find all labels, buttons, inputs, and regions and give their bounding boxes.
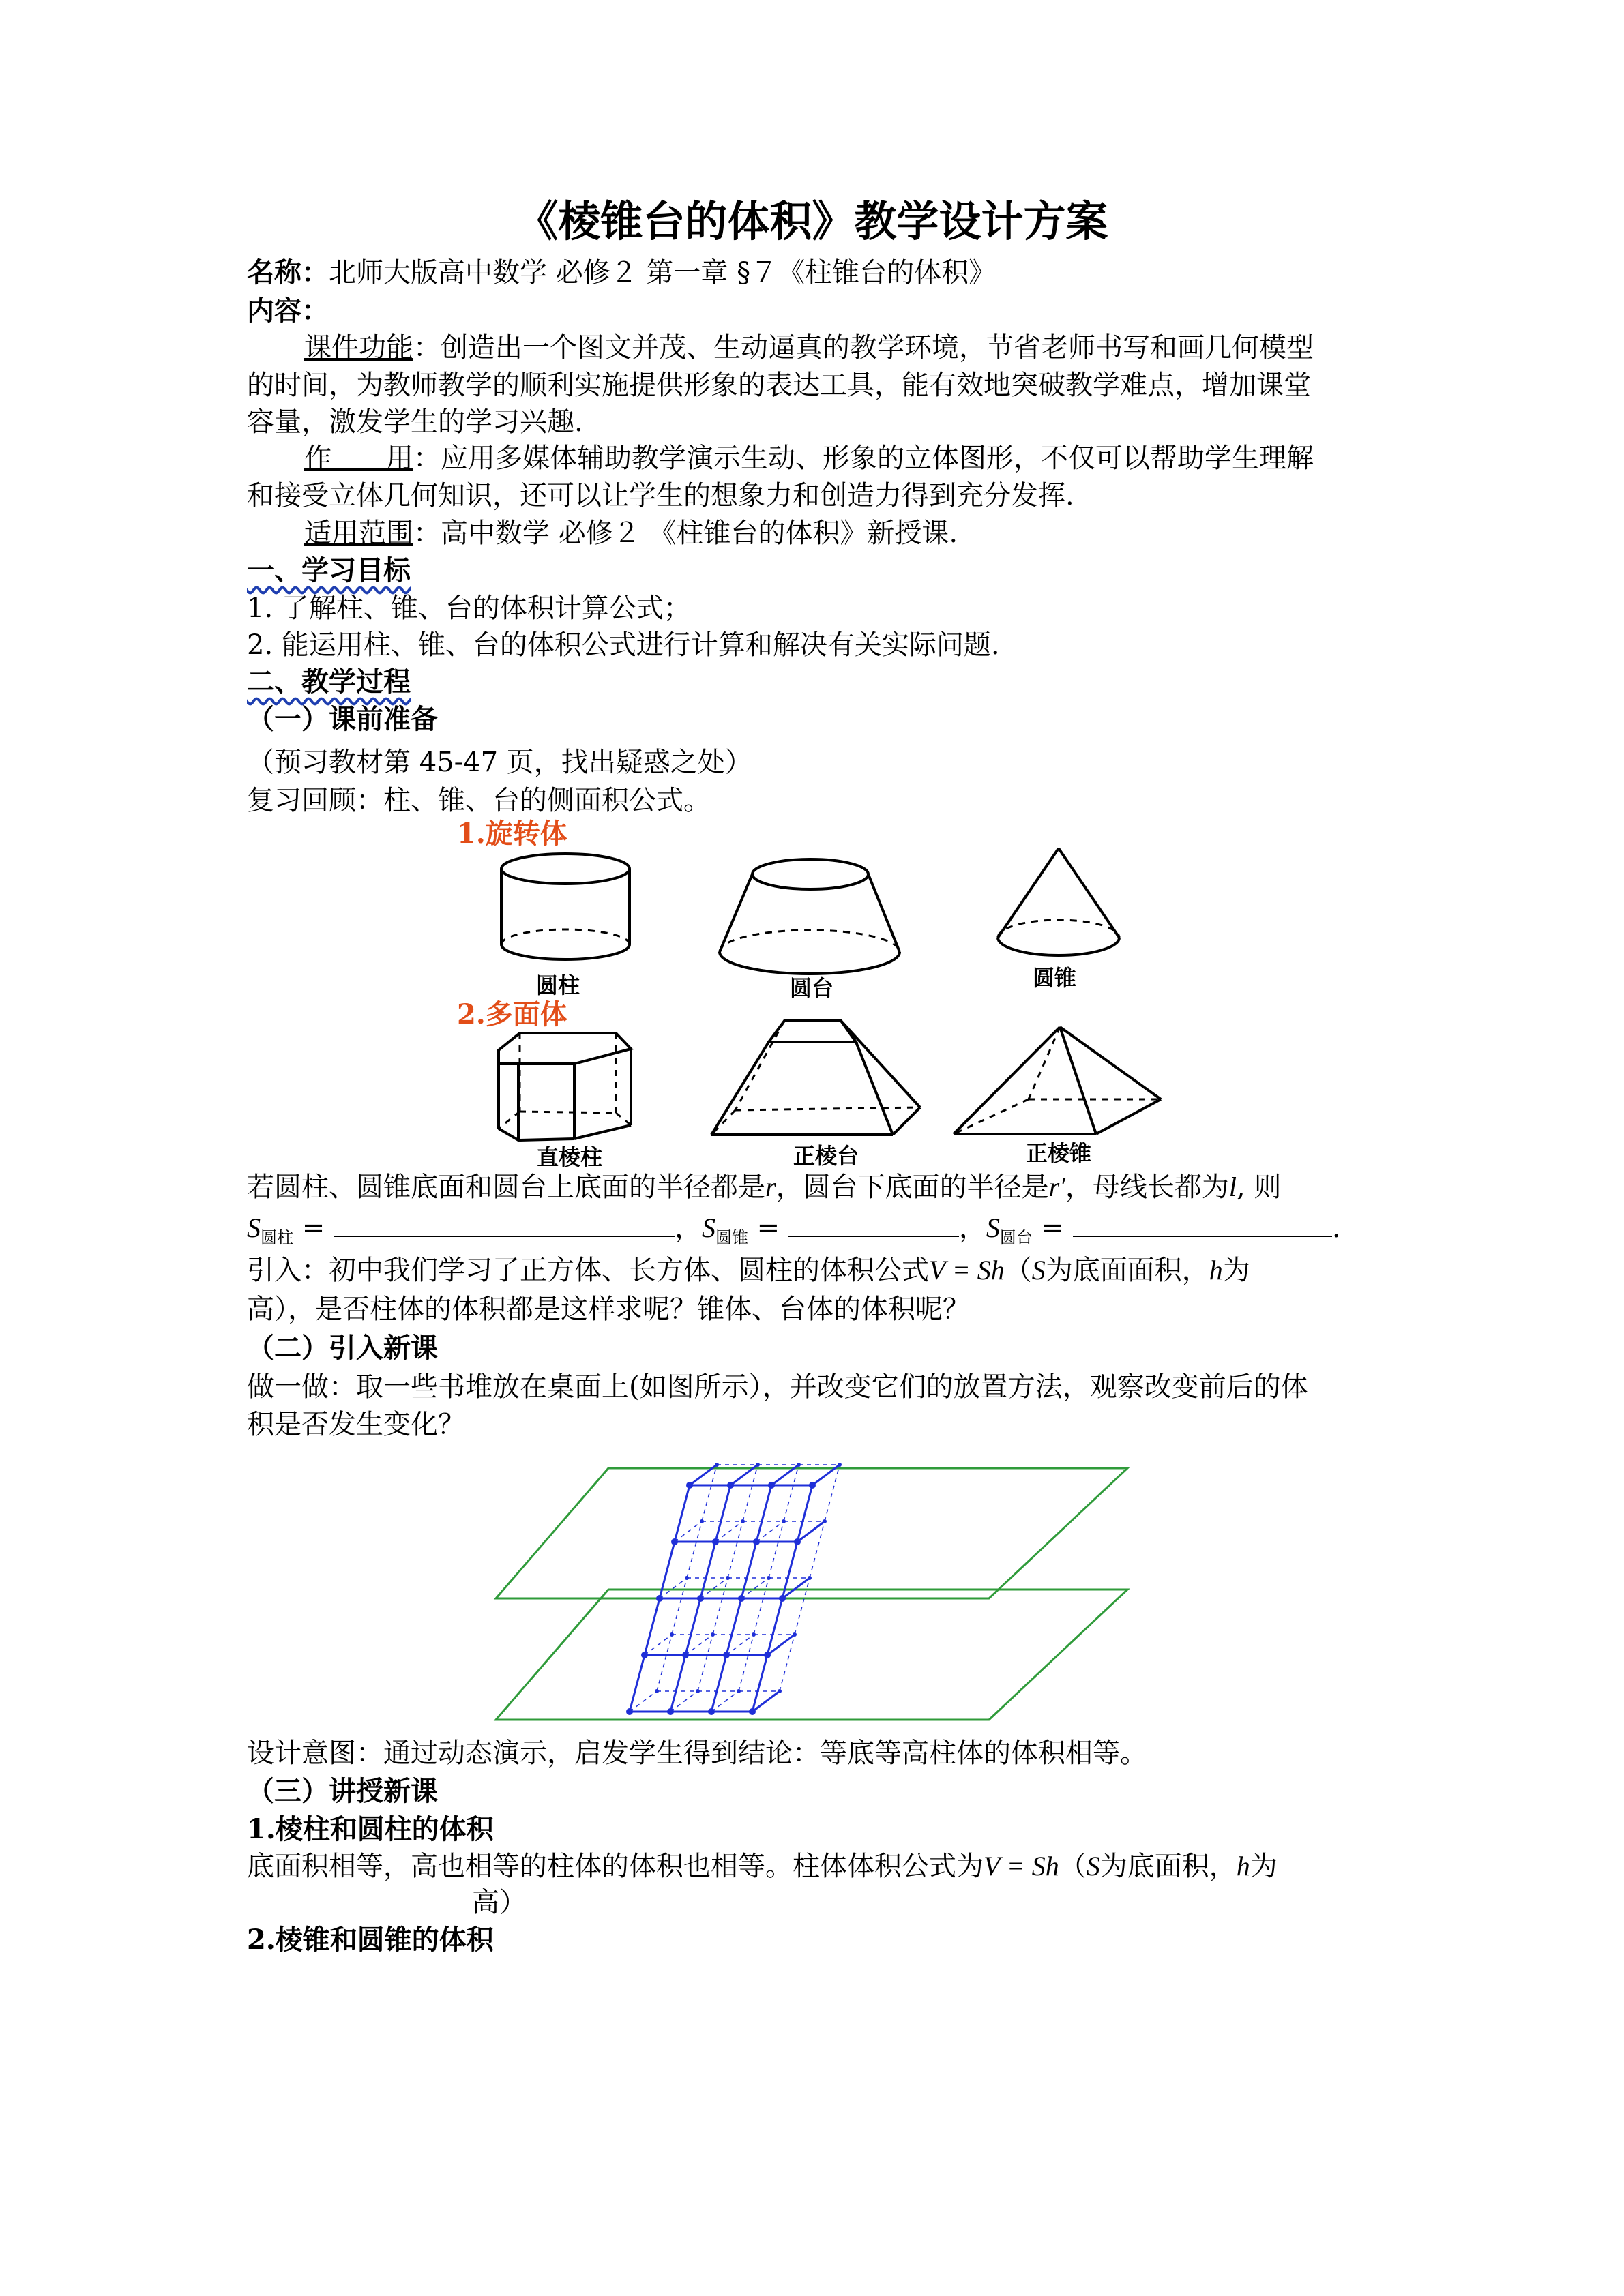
grid-node — [626, 1708, 633, 1715]
topic1-text-2: 为底面积， — [1099, 1851, 1237, 1882]
grid-node — [794, 1538, 801, 1545]
caption-frustum: 圆台 — [790, 975, 834, 1001]
s-symbol-1: S — [247, 1212, 261, 1243]
topic1-h: h — [1236, 1851, 1250, 1881]
grid-node — [823, 1519, 827, 1523]
topic1-line2: 高） — [472, 1887, 527, 1918]
caption-pyramid: 正棱锥 — [1026, 1140, 1092, 1166]
function-line2: 和接受立体几何知识，还可以让学生的想象力和创造力得到充分发挥. — [247, 480, 1074, 511]
grid-edge — [711, 1655, 726, 1712]
topic2-heading: 2.棱锥和圆锥的体积 — [247, 1924, 494, 1956]
sub2-heading: （二）引入新课 — [247, 1332, 438, 1364]
grid-node — [697, 1595, 704, 1602]
topic1-line1 — [247, 1847, 1278, 1885]
grid-node — [700, 1519, 704, 1523]
scope-text: ：高中数学 必修２ 《柱锥台的体积》新授课. — [413, 518, 958, 549]
grid-edge — [675, 1485, 690, 1542]
radius-text-3: ，母线长都为 — [1065, 1172, 1229, 1203]
grid-node — [809, 1482, 816, 1489]
goal-item-2: 2. 能运用柱、锥、台的体积公式进行计算和解决有关实际问题. — [247, 629, 1000, 661]
grid-node — [667, 1708, 674, 1715]
grid-node — [656, 1595, 663, 1602]
grid-edge — [670, 1655, 685, 1712]
s-symbol-2: S — [701, 1212, 715, 1243]
scope-label: 适用范围 — [304, 518, 413, 549]
topic1-text-1: 底面积相等，高也相等的柱体的体积也相等。柱体体积公式为 — [247, 1851, 984, 1882]
grid-edge — [756, 1485, 771, 1542]
sub-frustum: 圆台 — [999, 1228, 1033, 1247]
courseware-label: 课件功能 — [304, 332, 413, 363]
grid-node — [797, 1463, 801, 1467]
topic1-heading: 1.棱柱和圆柱的体积 — [247, 1813, 494, 1845]
grid-edge — [645, 1598, 660, 1655]
intro-s: S — [1031, 1255, 1046, 1285]
grid-edge — [630, 1655, 645, 1712]
comma-2: ， — [958, 1212, 986, 1244]
grid-node — [711, 1632, 715, 1637]
grid-node — [737, 1689, 741, 1693]
section1-heading-text: 一、学习目标 — [247, 554, 411, 586]
eq-2: = — [748, 1212, 788, 1244]
polyhedron-label: 2.多面体 — [457, 998, 567, 1030]
grid-edge — [685, 1598, 700, 1655]
intro-text-1: 引入：初中我们学习了正方体、长方体、圆柱的体积公式 — [247, 1255, 929, 1286]
parallel-planes — [496, 1468, 1127, 1720]
grid-node — [696, 1689, 700, 1693]
review-line: 复习回顾：柱、锥、台的侧面积公式。 — [247, 785, 711, 816]
grid-node — [793, 1632, 797, 1637]
radius-text-2: ，圆台下底面的半径是 — [776, 1172, 1049, 1203]
grid-node — [764, 1652, 771, 1658]
intro-formula: V = Sh — [929, 1255, 1005, 1285]
content-label: 内容： — [247, 295, 329, 327]
name-value: 北师大版高中数学 必修２ 第一章 §７《柱锥台的体积》 — [329, 257, 996, 288]
grid-node — [671, 1538, 678, 1545]
goal-item-1: 1. 了解柱、锥、台的体积计算公式； — [247, 593, 691, 624]
intro-text-3: 为 — [1222, 1255, 1250, 1286]
intro-paren: （ — [1004, 1255, 1032, 1286]
grid-edge — [726, 1598, 741, 1655]
grid-node — [768, 1482, 775, 1489]
grid-edge — [713, 1578, 728, 1635]
preview-line: （预习教材第 45-47 页，找出疑惑之处） — [247, 747, 752, 778]
courseware-line3: 容量，激发学生的学习兴趣. — [247, 406, 583, 438]
grid-node — [727, 1482, 734, 1489]
symbol-r: r — [765, 1172, 776, 1202]
symbol-r-prime: r′ — [1048, 1172, 1065, 1202]
sub1-heading: （一）课前准备 — [247, 703, 438, 735]
caption-prism: 直棱柱 — [537, 1144, 603, 1170]
grid-edge — [754, 1578, 769, 1635]
symbol-l: l — [1228, 1172, 1237, 1202]
grid-node — [838, 1463, 842, 1467]
grid-node — [685, 1576, 689, 1580]
section2-heading-text: 二、教学过程 — [247, 666, 411, 698]
grid-node — [726, 1576, 730, 1580]
eq-3: = — [1032, 1212, 1073, 1244]
intro-text-2: 为底面面积， — [1045, 1255, 1209, 1286]
page-title: 《棱锥台的体积》教学设计方案 — [516, 196, 1108, 246]
comma-1: ， — [674, 1212, 702, 1244]
rotation-label: 1.旋转体 — [457, 818, 567, 850]
courseware-text: ：创造出一个图文并茂、生动逼真的教学环境，节省老师书写和画几何模型 — [413, 332, 1314, 363]
grid-node — [756, 1463, 760, 1467]
function-text: ：应用多媒体辅助教学演示生动、形象的立体图形，不仅可以帮助学生理解 — [413, 443, 1314, 474]
caption-cone: 圆锥 — [1033, 965, 1077, 991]
grid-node — [767, 1576, 771, 1580]
grid-node — [641, 1652, 648, 1658]
grid-node — [753, 1538, 760, 1545]
name-label: 名称： — [247, 256, 329, 288]
courseware-line2: 的时间，为教师教学的顺利实施提供形象的表达工具，能有效地突破教学难点，增加课堂 — [247, 370, 1311, 401]
sub-cylinder: 圆柱 — [261, 1228, 293, 1247]
radius-text-4: , 则 — [1237, 1172, 1282, 1203]
caption-pyramid-frustum: 正棱台 — [793, 1143, 859, 1169]
sub3-heading: （三）讲授新课 — [247, 1775, 438, 1807]
grid-edge — [687, 1521, 702, 1578]
grid-edge — [769, 1521, 784, 1578]
function-label: 作 用 — [304, 443, 413, 474]
grid-edge — [715, 1485, 730, 1542]
grid-edge — [698, 1635, 713, 1691]
doit-line2: 积是否发生变化？ — [247, 1409, 465, 1440]
grid-node — [741, 1519, 745, 1523]
intro-line2: 高），是否柱体的体积都是这样求呢？锥体、台体的体积呢？ — [247, 1294, 970, 1325]
grid-node — [782, 1519, 786, 1523]
period: . — [1331, 1212, 1341, 1244]
sub-cone: 圆锥 — [715, 1228, 748, 1247]
grid-node — [749, 1708, 756, 1715]
grid-node — [715, 1463, 719, 1467]
s-symbol-3: S — [986, 1212, 1000, 1243]
grid-edge — [739, 1635, 754, 1691]
topic1-formula: V = Sh — [984, 1851, 1059, 1881]
topic1-s: S — [1086, 1851, 1100, 1881]
grid-edge — [657, 1635, 672, 1691]
grid-node — [778, 1689, 782, 1693]
grid-node — [738, 1595, 745, 1602]
radius-text-1: 若圆柱、圆锥底面和圆台上底面的半径都是 — [247, 1172, 765, 1203]
eq-1: = — [293, 1212, 334, 1244]
intro-h: h — [1209, 1255, 1223, 1285]
grid-node — [655, 1689, 659, 1693]
grid-node — [752, 1632, 756, 1637]
grid-node — [723, 1652, 730, 1658]
caption-cylinder: 圆柱 — [536, 972, 580, 998]
grid-node — [808, 1576, 812, 1580]
grid-edge — [672, 1578, 687, 1635]
topic1-text-3: 为 — [1250, 1851, 1278, 1882]
grid-node — [670, 1632, 674, 1637]
grid-edge — [728, 1521, 743, 1578]
grid-node — [708, 1708, 715, 1715]
doit-line1: 做一做：取一些书堆放在桌面上(如图所示），并改变它们的放置方法，观察改变前后的体 — [247, 1371, 1308, 1403]
grid-node — [682, 1652, 689, 1658]
design-intent: 设计意图：通过动态演示，启发学生得到结论：等底等高柱体的体积相等。 — [247, 1738, 1147, 1769]
grid-node — [686, 1482, 693, 1489]
grid-node — [712, 1538, 719, 1545]
grid-node — [779, 1595, 786, 1602]
topic1-paren: （ — [1059, 1851, 1087, 1882]
